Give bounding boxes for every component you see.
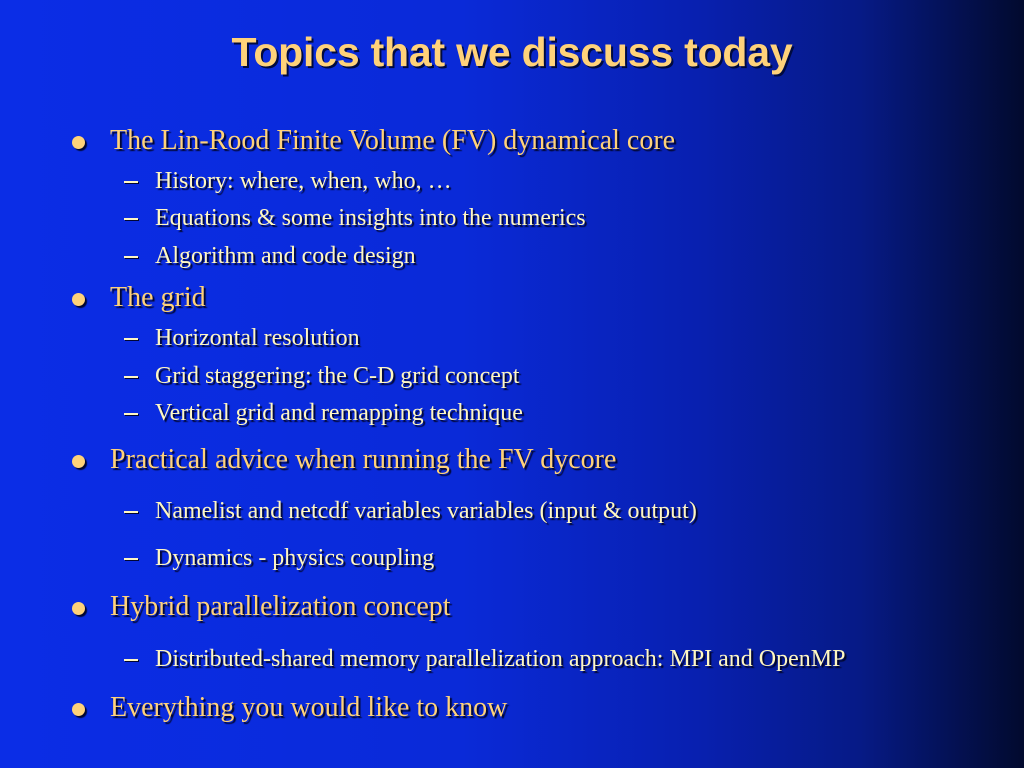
bullet-icon (72, 455, 85, 468)
dash-icon (124, 218, 138, 220)
bullet-icon (72, 136, 85, 149)
section-heading: Everything you would like to know (110, 692, 508, 723)
slide-title: Topics that we discuss today (231, 29, 793, 75)
sub-item: Namelist and netcdf variables variables (input & output) (155, 498, 697, 524)
bullet-icon (72, 293, 85, 306)
dash-icon (124, 413, 138, 415)
sub-item: Algorithm and code design (155, 243, 416, 269)
section-heading: Hybrid parallelization concept (110, 591, 451, 622)
dash-icon (124, 659, 138, 661)
sub-item: Dynamics - physics coupling (155, 545, 435, 571)
bullet-icon (72, 703, 85, 716)
dash-icon (124, 338, 138, 340)
dash-icon (124, 256, 138, 258)
section-heading: The Lin-Rood Finite Volume (FV) dynamical core (110, 125, 676, 156)
sub-item: Horizontal resolution (155, 325, 360, 351)
sub-item: Equations & some insights into the numerics (155, 205, 586, 231)
section-heading: Practical advice when running the FV dycore (110, 444, 617, 475)
sub-item: Grid staggering: the C-D grid concept (155, 363, 520, 389)
bullet-icon (72, 602, 85, 615)
sub-item: History: where, when, who, … (155, 168, 452, 194)
sub-item: Distributed-shared memory parallelization approach: MPI and OpenMP (155, 646, 846, 672)
dash-icon (124, 511, 138, 513)
dash-icon (124, 376, 138, 378)
dash-icon (124, 181, 138, 183)
sub-item: Vertical grid and remapping technique (155, 400, 523, 426)
dash-icon (124, 558, 138, 560)
section-heading: The grid (110, 282, 206, 313)
